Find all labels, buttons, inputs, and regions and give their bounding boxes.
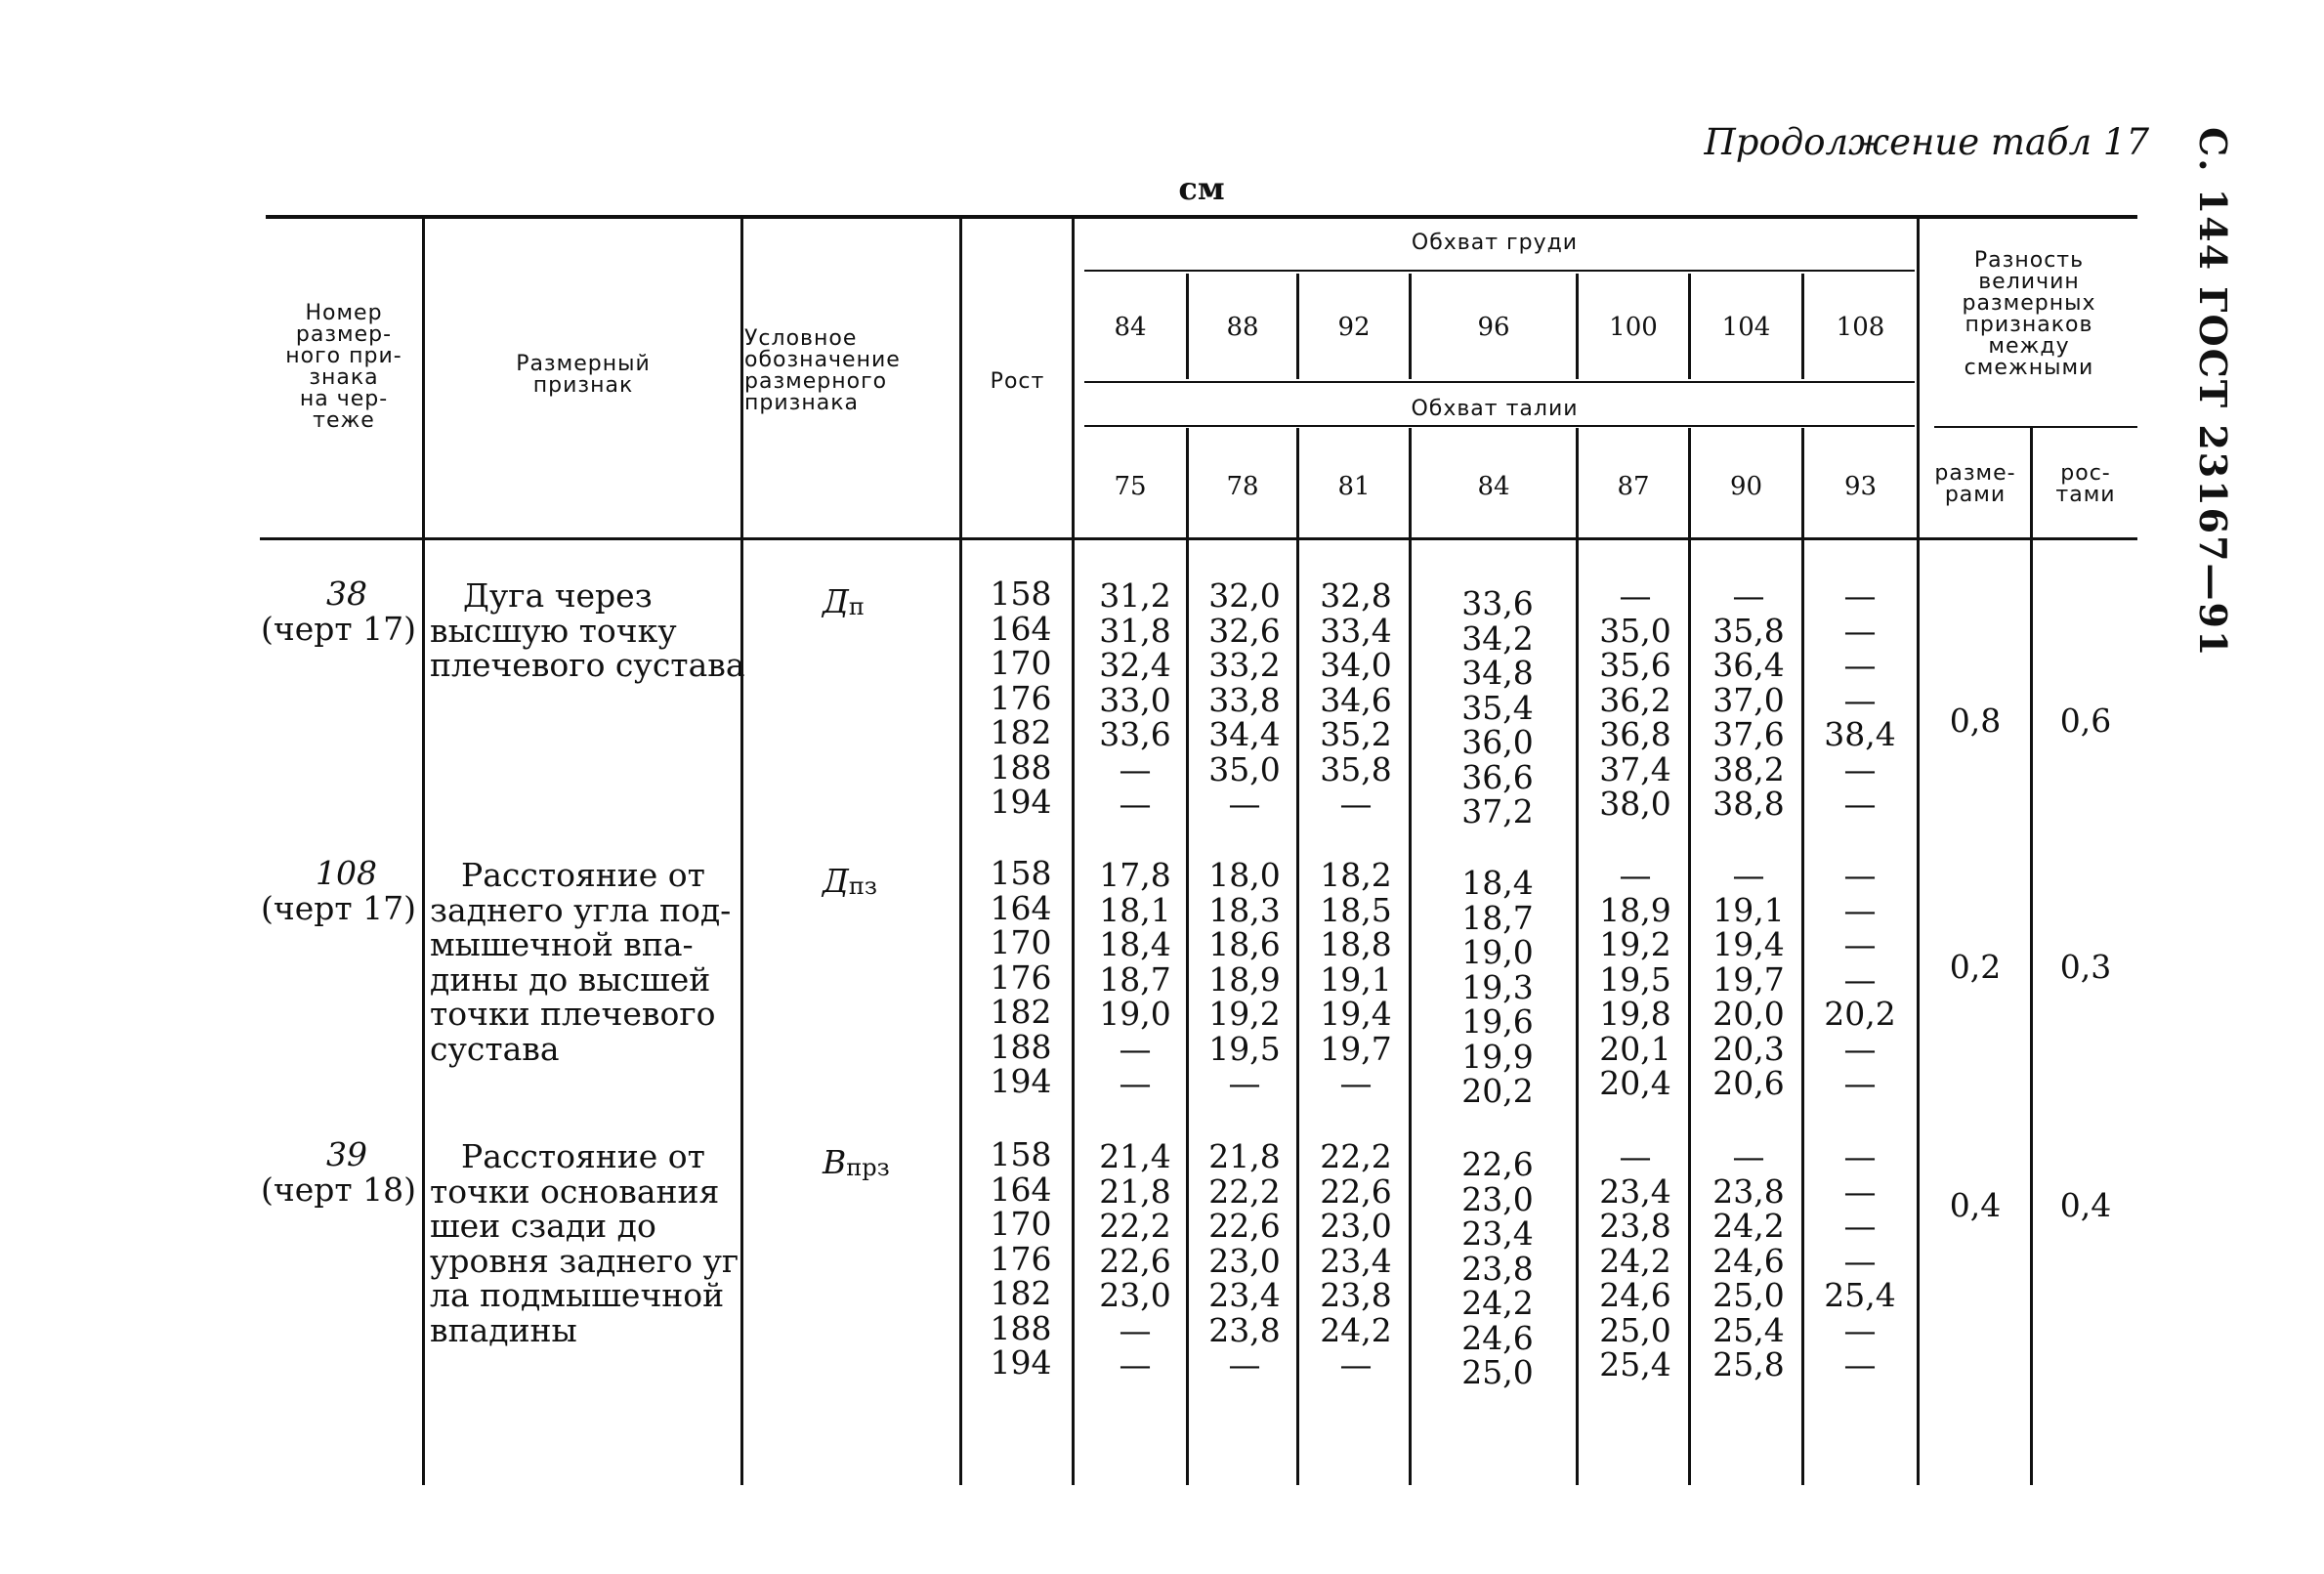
value-column-100: — 23,4 23,8 24,2 24,6 25,0 25,4 <box>1599 1137 1671 1383</box>
value-column-92: 18,2 18,5 18,8 19,1 19,4 19,7 — <box>1320 856 1392 1102</box>
value-column-88: 32,0 32,6 33,2 33,8 34,4 35,0 — <box>1208 576 1281 823</box>
row-symbol: $В_{прз}$ <box>823 1143 890 1181</box>
col-sep-12 <box>1917 219 1920 1485</box>
side-header-text: С. 144 ГОСТ 23167—91 <box>2191 127 2235 659</box>
row-description: Расстояние от точки основания шеи сзади до уровня заднего уг ла подмышечной впадины <box>430 1137 739 1349</box>
unit-label: см <box>1178 170 1225 207</box>
diff-heights-value: 0,3 <box>2059 948 2112 986</box>
row-description: Расстояние от заднего угла под- мышечной впа- дины до высшей точки плечевого сустава <box>430 856 732 1068</box>
row-number: 108 (черт 17) <box>261 854 416 927</box>
header-waist-label: Обхват талии <box>1411 397 1579 421</box>
row-number: 38 (черт 17) <box>261 574 416 648</box>
value-column-100: — 18,9 19,2 19,5 19,8 20,1 20,4 <box>1599 856 1671 1102</box>
side-header <box>2186 127 2245 659</box>
chest-92: 92 <box>1337 313 1371 342</box>
continuation-title: Продолжение табл 17 <box>1704 121 2149 163</box>
waist-93: 93 <box>1843 472 1878 501</box>
value-column-92: 32,8 33,4 34,0 34,6 35,2 35,8 — <box>1320 576 1392 823</box>
waist-87: 87 <box>1617 472 1650 501</box>
value-column-88: 21,8 22,2 22,6 23,0 23,4 23,8 — <box>1208 1137 1281 1383</box>
row-description: Дуга через высшую точку плечевого сустава <box>430 576 745 684</box>
header-bottom-rule <box>260 537 2137 540</box>
header-diff-sizes: разме- рами <box>1934 461 2016 507</box>
value-column-84: 31,2 31,8 32,4 33,0 33,6 — — <box>1099 576 1171 823</box>
waist-84: 84 <box>1477 472 1510 501</box>
value-column-96: 33,6 34,2 34,8 35,4 36,0 36,6 37,2 <box>1461 584 1534 830</box>
waist-rule <box>1084 425 1915 427</box>
header-height: Рост <box>990 369 1045 394</box>
chest-rule <box>1084 270 1915 272</box>
waist-78: 78 <box>1226 472 1259 501</box>
diff-heights-value: 0,6 <box>2059 702 2112 740</box>
value-column-84: 17,8 18,1 18,4 18,7 19,0 — — <box>1099 856 1171 1102</box>
col-sep-2 <box>740 219 743 1485</box>
value-column-108: — — — — 38,4 — — <box>1824 576 1896 823</box>
value-column-108: — — — — 25,4 — — <box>1824 1137 1896 1383</box>
waist-81: 81 <box>1337 472 1371 501</box>
value-column-108: — — — — 20,2 — — <box>1824 856 1896 1102</box>
mid-header-rule <box>1084 381 1915 383</box>
value-column-104: — 23,8 24,2 24,6 25,0 25,4 25,8 <box>1712 1137 1785 1383</box>
value-column-88: 18,0 18,3 18,6 18,9 19,2 19,5 — <box>1208 856 1281 1102</box>
waist-90: 90 <box>1729 472 1763 501</box>
col-sep-1 <box>422 219 425 1485</box>
header-diff: Разность величин размерных признаков между смежными <box>1962 248 2096 380</box>
height-column: 158 164 170 176 182 188 194 <box>990 574 1052 821</box>
value-column-96: 18,4 18,7 19,0 19,3 19,6 19,9 20,2 <box>1461 864 1534 1110</box>
diff-sizes-value: 0,8 <box>1949 702 2002 740</box>
header-chest-label: Обхват груди <box>1411 231 1579 255</box>
col-sep-7b <box>1409 428 1412 1485</box>
diff-sizes-value: 0,4 <box>1949 1186 2002 1224</box>
chest-100: 100 <box>1609 313 1658 342</box>
col-sep-3 <box>959 219 962 1485</box>
diff-heights-value: 0,4 <box>2059 1186 2112 1224</box>
diff-rule <box>1934 426 2137 428</box>
waist-75: 75 <box>1114 472 1147 501</box>
col-sep-13 <box>2030 426 2033 1485</box>
chest-88: 88 <box>1226 313 1259 342</box>
value-column-84: 21,4 21,8 22,2 22,6 23,0 — — <box>1099 1137 1171 1383</box>
table-top-rule <box>266 215 2137 219</box>
value-column-104: — 19,1 19,4 19,7 20,0 20,3 20,6 <box>1712 856 1785 1102</box>
header-feature: Размерный признак <box>516 352 651 398</box>
value-column-104: — 35,8 36,4 37,0 37,6 38,2 38,8 <box>1712 576 1785 823</box>
col-sep-9b <box>1688 428 1691 1485</box>
col-sep-5b <box>1186 428 1189 1485</box>
value-column-100: — 35,0 35,6 36,2 36,8 37,4 38,0 <box>1599 576 1671 823</box>
col-sep-8b <box>1576 428 1579 1485</box>
height-column: 158 164 170 176 182 188 194 <box>990 1135 1052 1382</box>
value-column-96: 22,6 23,0 23,4 23,8 24,2 24,6 25,0 <box>1461 1145 1534 1391</box>
height-column: 158 164 170 176 182 188 194 <box>990 854 1052 1100</box>
header-symbol: Условное обозначение размерного признака <box>744 326 901 415</box>
col-sep-10b <box>1801 428 1804 1485</box>
chest-96: 96 <box>1477 313 1510 342</box>
chest-104: 104 <box>1721 313 1771 342</box>
header-number: Номер размер- ного при- знака на чер- теже <box>285 301 402 433</box>
chest-108: 108 <box>1836 313 1885 342</box>
diff-sizes-value: 0,2 <box>1949 948 2002 986</box>
row-number: 39 (черт 18) <box>261 1135 416 1209</box>
col-sep-6b <box>1296 428 1299 1485</box>
row-symbol: $Д_п$ <box>823 582 865 620</box>
header-diff-heights: рос- тами <box>2055 461 2116 507</box>
chest-84: 84 <box>1114 313 1147 342</box>
value-column-92: 22,2 22,6 23,0 23,4 23,8 24,2 — <box>1320 1137 1392 1383</box>
row-symbol: $Д_{пз}$ <box>823 862 877 900</box>
